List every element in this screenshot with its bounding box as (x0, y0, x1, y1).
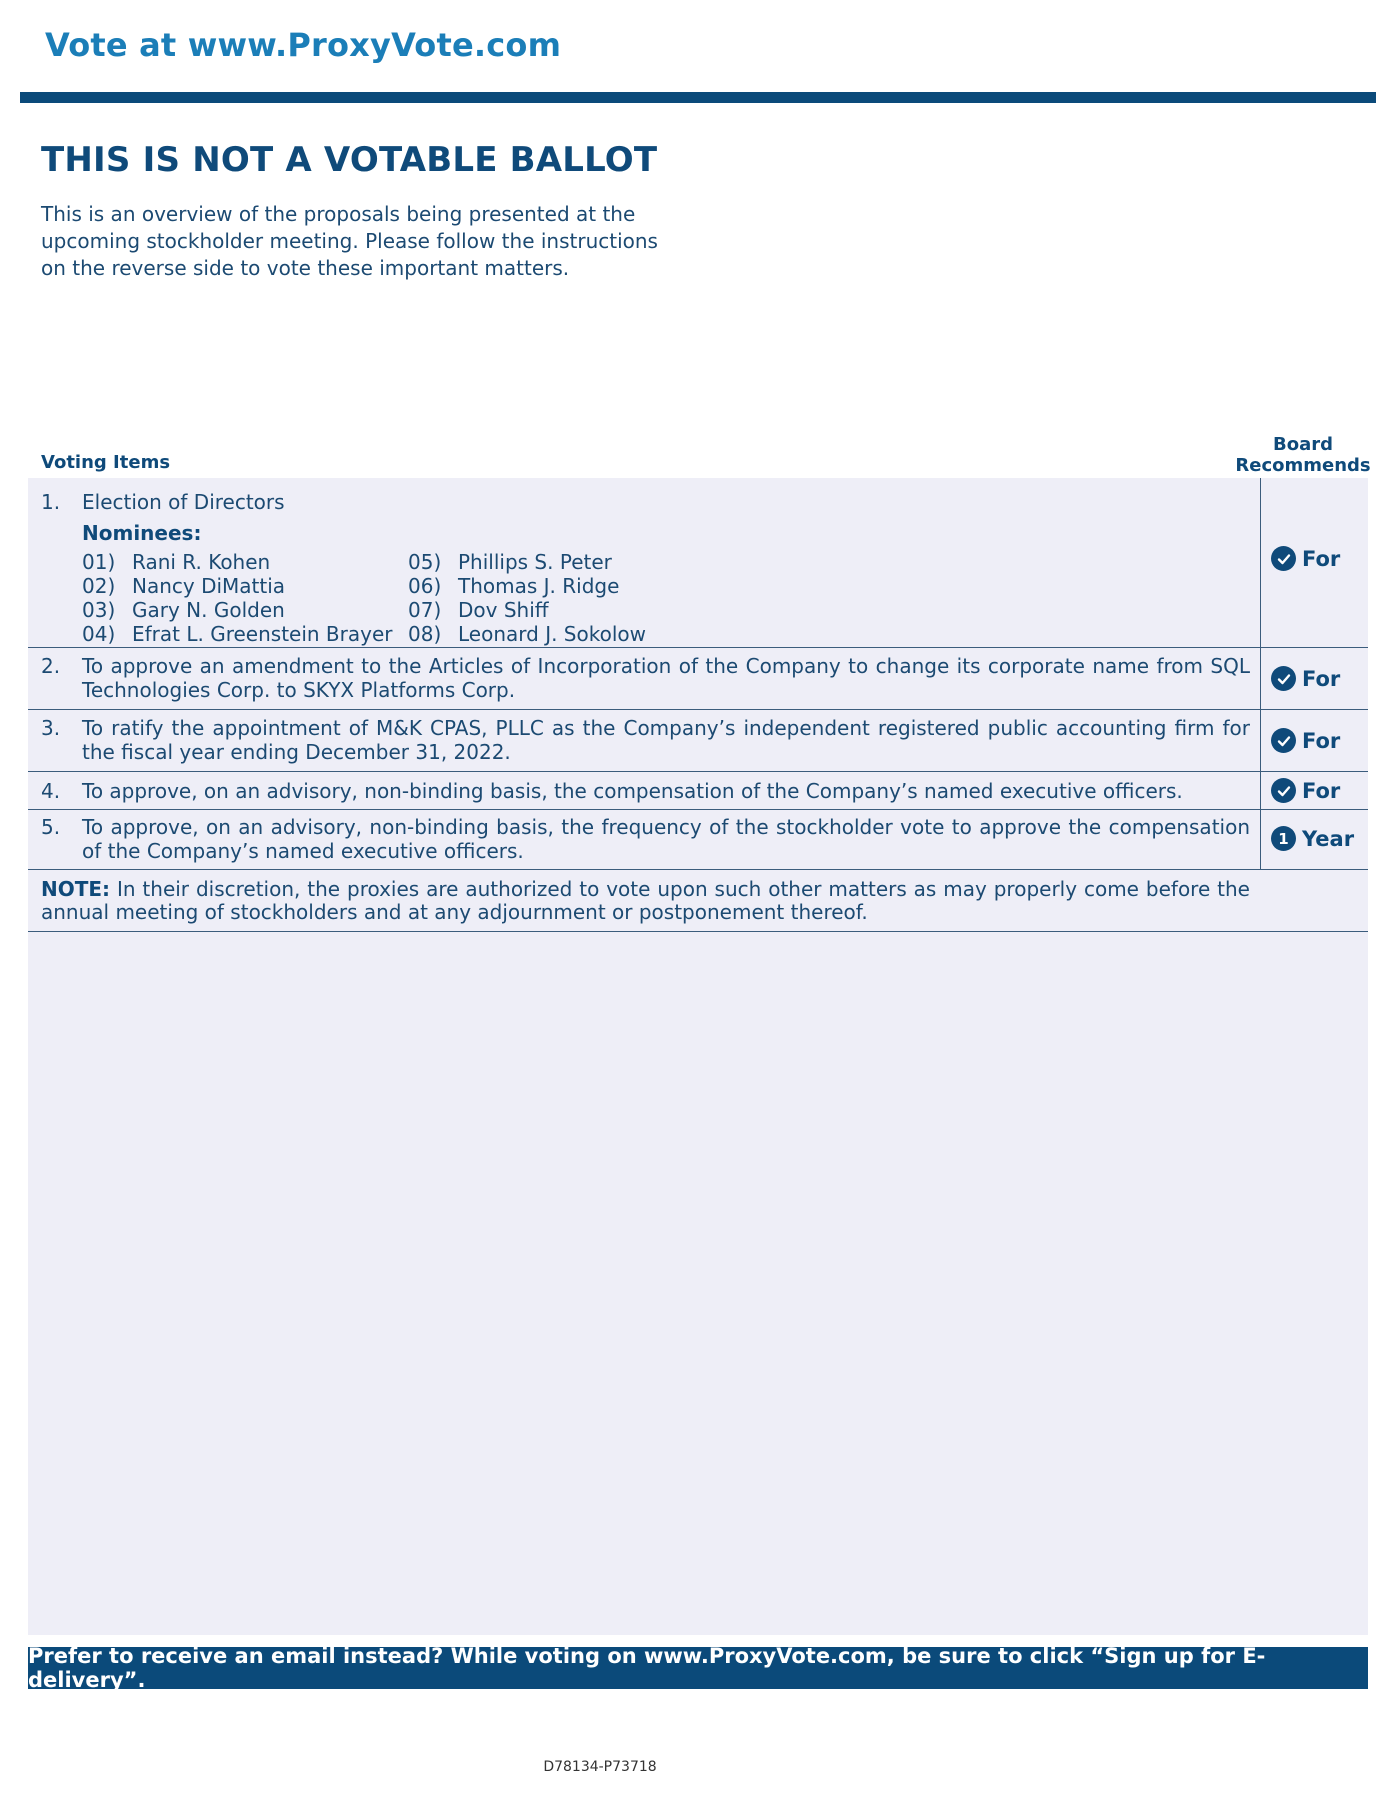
board-header-line2: Recommends (1235, 455, 1371, 476)
nominee (408, 550, 646, 574)
nominee (408, 574, 646, 598)
nominee-number: 05) (408, 550, 442, 574)
item-number: 4. (41, 779, 61, 803)
recommendation (1271, 546, 1340, 571)
board-header-line1: Board (1273, 434, 1333, 455)
nominee (82, 574, 393, 598)
check-circle-icon (1271, 778, 1296, 803)
item-number: 1. (41, 490, 61, 514)
voting-item-3 (28, 710, 1368, 772)
recommendation-label: For (1302, 546, 1341, 571)
item-text: Election of Directors (82, 490, 285, 514)
number-one-circle-icon: 1 (1271, 826, 1296, 851)
nominees-left-column (82, 550, 393, 646)
nominee-number: 07) (408, 598, 442, 622)
voting-item-5 (28, 810, 1368, 870)
item-text: To approve, on an advisory, non-binding basis, the frequency of the stockholder vote to approve the compensation of the Company’s named executive officers. (82, 815, 1250, 863)
item-text: To approve an amendment to the Articles of Incorporation of the Company to change its corporate name from SQL Technologies Corp. to SKYX Platforms Corp. (82, 654, 1250, 702)
email-delivery-text: Prefer to receive an email instead? While voting on www.ProxyVote.com, be sure to click “Sign up for E-delivery”. (28, 1644, 1266, 1692)
note-body: In their discretion, the proxies are authorized to vote upon such other matters as may properly come before the annual meeting of stockholders and at any adjournment or postponement thereof. (41, 877, 1250, 924)
voting-item-4 (28, 772, 1368, 810)
nominee-name: Efrat L. Greenstein Brayer (132, 622, 393, 646)
item-number: 2. (41, 654, 61, 678)
board-recommends-header (1231, 434, 1375, 476)
header-rule (20, 92, 1376, 103)
note-label: NOTE: (41, 877, 111, 901)
recommendation-label: For (1302, 666, 1341, 691)
nominees-label: Nominees: (82, 521, 202, 545)
nominee-name: Thomas J. Ridge (458, 574, 620, 598)
nominee-number: 02) (82, 574, 116, 598)
recommendation (1271, 778, 1340, 803)
check-circle-icon (1271, 666, 1296, 691)
recommendation-label: Year (1302, 826, 1355, 851)
item-number: 5. (41, 815, 61, 839)
check-circle-icon (1271, 728, 1296, 753)
recommendation-divider (1260, 648, 1261, 709)
intro-text: This is an overview of the proposals being presented at the upcoming stockholder meeting. Please follow the instructions on the reverse side to vote these important matters. (41, 202, 658, 280)
document-code: D78134-P73718 (543, 1759, 657, 1775)
item-text: To ratify the appointment of M&K CPAS, PLLC as the Company’s independent registered public accounting firm for the fiscal year ending December 31, 2022. (82, 716, 1250, 764)
nominee-name: Nancy DiMattia (132, 574, 286, 598)
nominee (408, 598, 646, 622)
item-text: To approve, on an advisory, non-binding basis, the compensation of the Company’s named executive officers. (82, 779, 1183, 803)
page-title: THIS IS NOT A VOTABLE BALLOT (41, 140, 658, 180)
proxyvote-header-link[interactable]: Vote at www.ProxyVote.com (45, 26, 562, 64)
nominee-name: Phillips S. Peter (458, 550, 612, 574)
nominee-name: Leonard J. Sokolow (458, 622, 646, 646)
nominees-right-column (408, 550, 646, 646)
item-number: 3. (41, 716, 61, 740)
nominee (408, 622, 646, 646)
nominee (82, 550, 393, 574)
nominee-number: 08) (408, 622, 442, 646)
voting-item-1 (28, 478, 1368, 648)
recommendation-label: For (1302, 728, 1341, 753)
nominee-name: Rani R. Kohen (132, 550, 271, 574)
voting-item-2 (28, 648, 1368, 710)
recommendation (1271, 666, 1340, 691)
recommendation-divider (1260, 710, 1261, 771)
recommendation-divider (1260, 478, 1261, 647)
nominee-name: Gary N. Golden (132, 598, 285, 622)
nominee-number: 04) (82, 622, 116, 646)
email-delivery-banner (28, 1644, 1368, 1692)
nominee-number: 03) (82, 598, 116, 622)
note-section (28, 870, 1368, 932)
recommendation (1271, 826, 1354, 851)
nominee-number: 06) (408, 574, 442, 598)
nominee (82, 598, 393, 622)
note-text (41, 878, 1250, 924)
recommendation-divider (1260, 772, 1261, 809)
check-circle-icon (1271, 546, 1296, 571)
nominee-number: 01) (82, 550, 116, 574)
nominee-name: Dov Shiff (458, 598, 549, 622)
recommendation-divider (1260, 810, 1261, 869)
recommendation (1271, 728, 1340, 753)
recommendation-label: For (1302, 778, 1341, 803)
nominee (82, 622, 393, 646)
voting-items-header: Voting Items (41, 452, 171, 473)
